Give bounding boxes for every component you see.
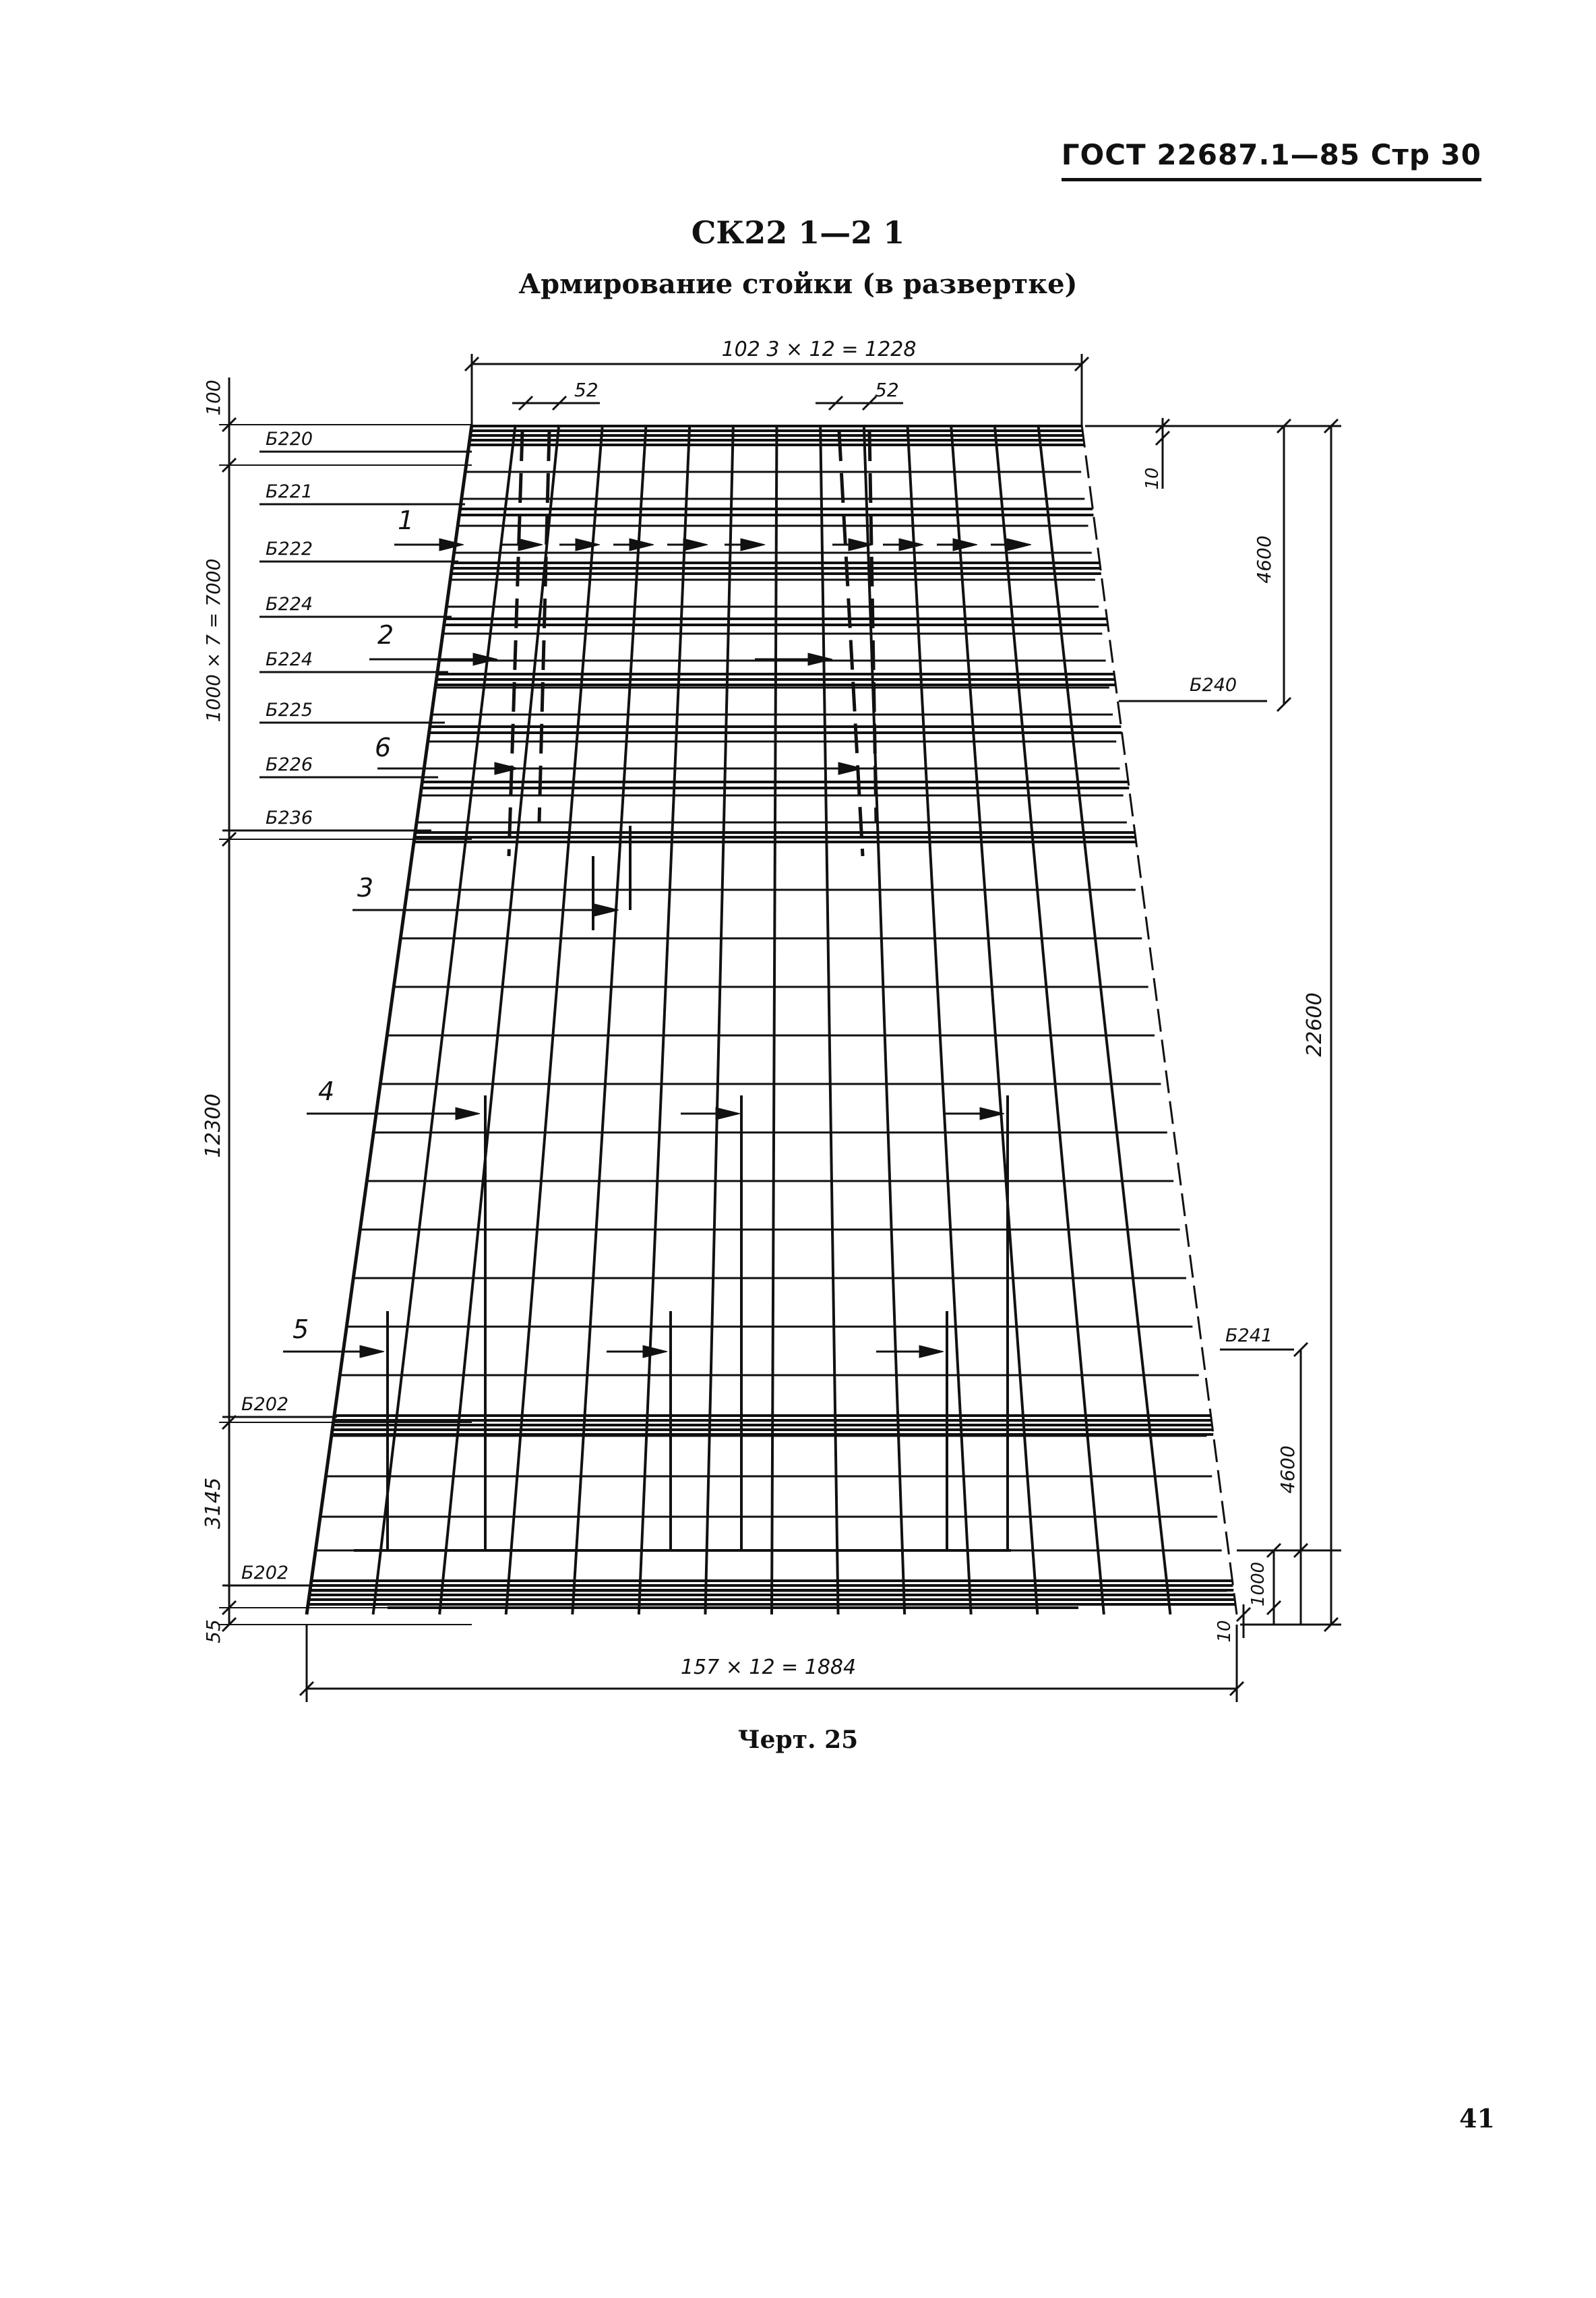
bar-label-b222: Б222 (266, 539, 313, 560)
bar-label-b224a: Б224 (266, 594, 313, 615)
callout-1-arrow-head (741, 539, 765, 551)
callout-1-arrow-head (439, 539, 464, 551)
callout-1-arrow-head (683, 539, 708, 551)
callout-4-arrow-head (716, 1108, 740, 1120)
bar-label-b225: Б225 (266, 700, 313, 721)
callout-3: 3 (357, 873, 374, 903)
dim-spacing-b: 52 (875, 379, 899, 401)
dashed-bar (539, 431, 549, 822)
dim-bottom-width: 157 × 12 = 1884 (680, 1656, 857, 1679)
standard-reference: ГОСТ 22687.1—85 Стр 30 (1062, 138, 1481, 181)
dim-top-width: 102 3 × 12 = 1228 (721, 338, 917, 361)
dim-spacing-a: 52 (574, 379, 598, 401)
callout-6-arrow-head (495, 762, 519, 775)
callout-1-arrow-head (899, 539, 923, 551)
bar-label-b202a: Б202 (241, 1394, 289, 1415)
bar-label-b236: Б236 (266, 808, 313, 828)
dim-right-total: 22600 (1303, 992, 1326, 1057)
dim-right-base: 1000 (1248, 1561, 1268, 1607)
dashed-bar (509, 431, 522, 856)
dim-right-bottom-gap: 10 (1215, 1620, 1235, 1643)
reinforcement-grid (307, 425, 1237, 1614)
figure-caption: Черт. 25 (737, 1726, 859, 1754)
dim-right-lower: 4600 (1277, 1445, 1299, 1494)
callout-6: 6 (375, 733, 392, 762)
dim-left-upper: 1000 × 7 = 7000 (202, 558, 224, 723)
callout-5-arrow-head (360, 1345, 384, 1358)
callout-1-arrow-head (1007, 539, 1031, 551)
callout-1-arrow-head (518, 539, 543, 551)
dim-right-top-gap: 10 (1142, 467, 1163, 490)
bar-label-b241: Б241 (1225, 1325, 1273, 1346)
bar-label-b220: Б220 (266, 429, 313, 450)
product-mark-title: СК22 1—2 1 (691, 214, 905, 251)
page-number: 41 (1459, 2103, 1495, 2134)
dim-left-middle: 12300 (202, 1093, 225, 1158)
dim-right-upper: 4600 (1253, 535, 1275, 584)
callout-1-arrow-head (953, 539, 977, 551)
callout-1-arrow-head (576, 539, 600, 551)
callout-5-arrow-head (919, 1345, 944, 1358)
callout-2-arrow-head (473, 653, 497, 665)
bar-label-b226: Б226 (266, 754, 313, 775)
dim-left-top: 100 (202, 380, 224, 416)
callout-2-arrow-head (808, 653, 832, 665)
bar-label-b224b: Б224 (266, 649, 313, 670)
callout-5: 5 (293, 1314, 309, 1344)
bar-label-b221: Б221 (266, 481, 313, 502)
dim-left-lower: 3145 (202, 1477, 225, 1530)
callout-1-arrow-head (630, 539, 654, 551)
dashed-bar (839, 431, 863, 856)
callout-2: 2 (377, 620, 394, 650)
callout-4-arrow-head (456, 1108, 480, 1120)
drawing-subtitle: Армирование стойки (в развертке) (518, 268, 1078, 300)
bar-label-b240: Б240 (1190, 675, 1237, 696)
callout-4: 4 (318, 1077, 335, 1106)
callout-5-arrow-head (643, 1345, 667, 1358)
callout-1: 1 (398, 506, 415, 535)
bar-label-b202b: Б202 (241, 1563, 289, 1583)
dim-left-bottom: 55 (202, 1619, 224, 1643)
